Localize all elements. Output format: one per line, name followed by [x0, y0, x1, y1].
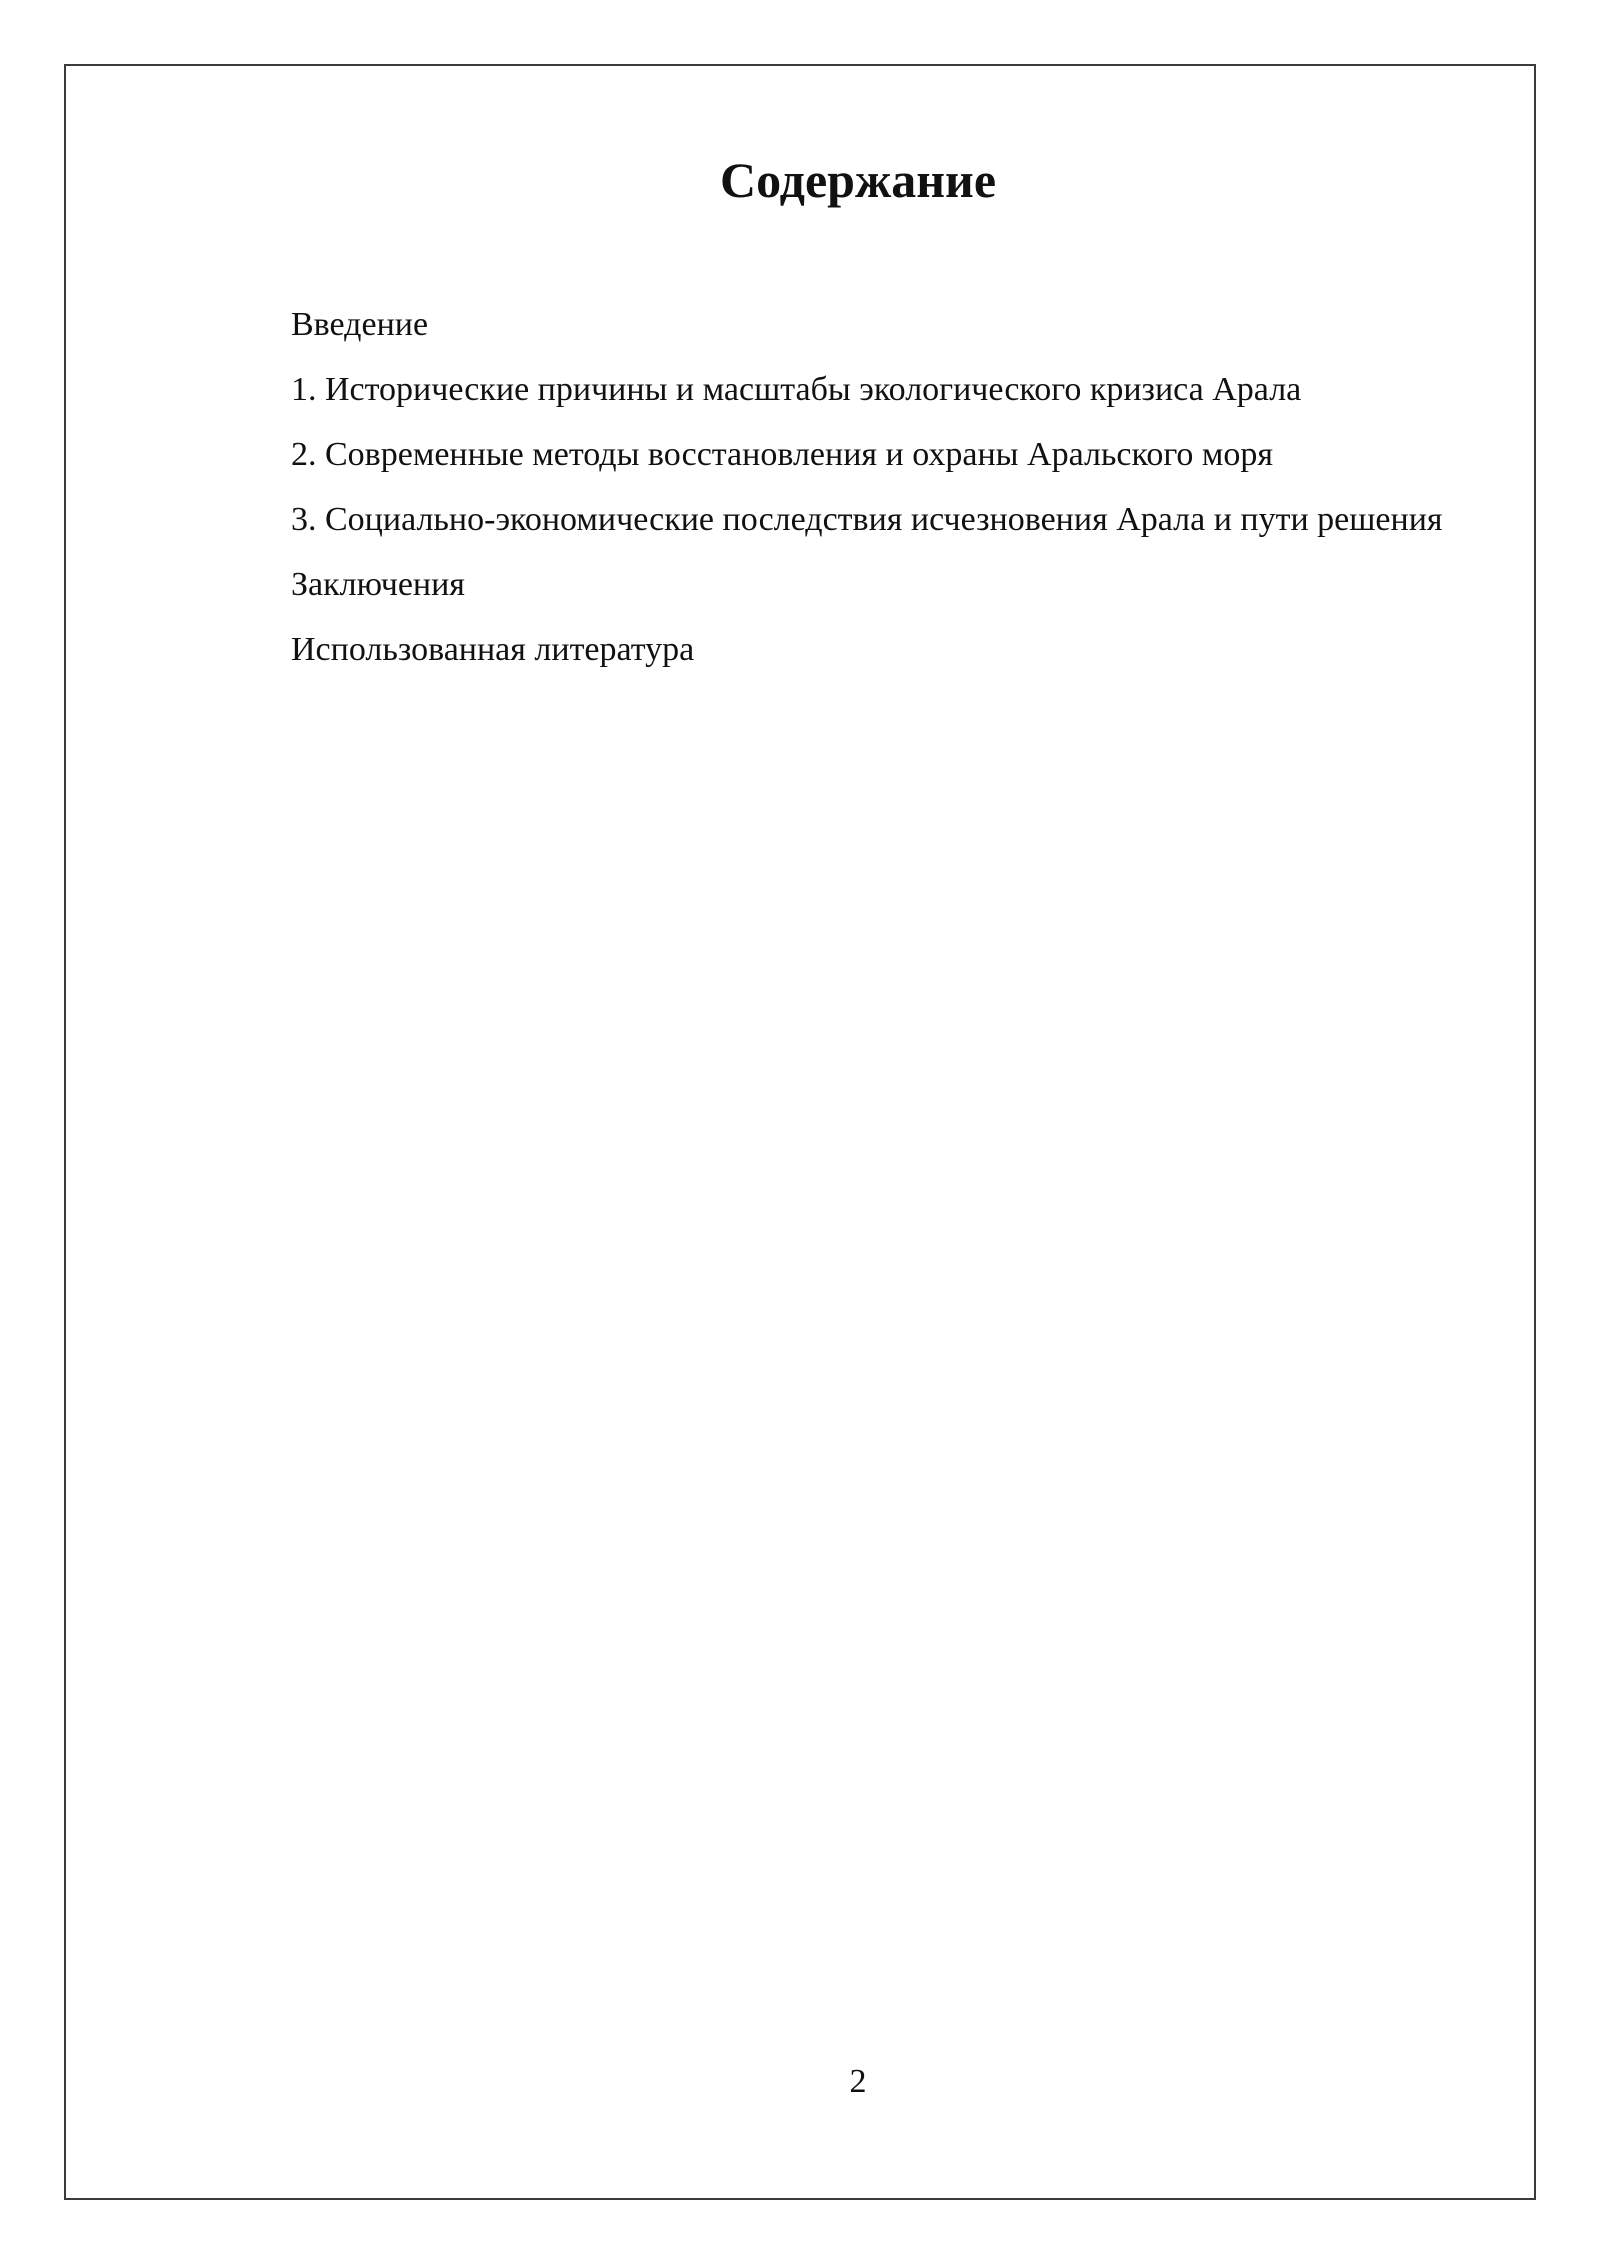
toc-item-chapter-1: 1. Исторические причины и масштабы экологического кризиса Арала [291, 371, 1302, 408]
table-of-contents [229, 292, 1487, 682]
page-number: 2 [849, 2063, 867, 2100]
toc-item-introduction: Введение [291, 306, 429, 343]
toc-item-references: Использованная литература [291, 631, 695, 668]
toc-item-chapter-2: 2. Современные методы восстановления и охраны Аральского моря [291, 436, 1274, 473]
toc-item-chapter-3: 3. Социально-экономические последствия исчезновения Арала и пути решения [291, 501, 1443, 538]
page-title: Содержание [719, 152, 997, 208]
toc-item-conclusion: Заключения [291, 566, 465, 603]
